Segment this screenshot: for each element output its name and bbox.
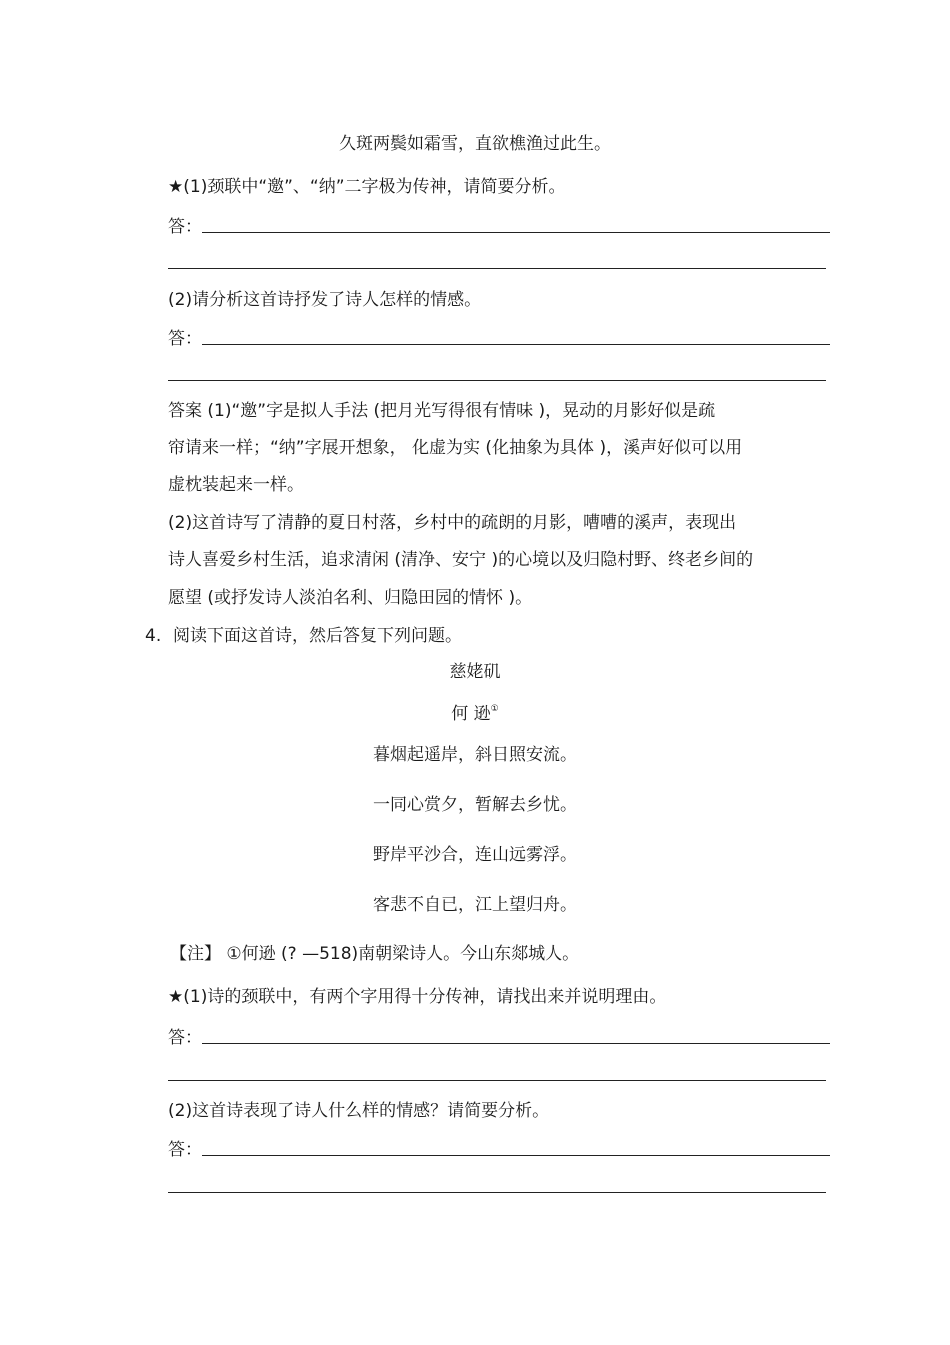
q3-subquestion-2: (2)请分析这首诗抒发了诗人怎样的情感。 bbox=[168, 290, 482, 310]
answer-rule bbox=[202, 1043, 830, 1044]
answer-key-line: 帘请来一样；“纳”字展开想象， 化虚为实 (化抽象为具体 )，溪声好似可以用 bbox=[168, 438, 743, 458]
author-name: 何 逊 bbox=[451, 704, 491, 724]
q4-subquestion-2: (2)这首诗表现了诗人什么样的情感？请简要分析。 bbox=[168, 1101, 550, 1121]
answer-key-line: (2)这首诗写了清静的夏日村落，乡村中的疏朗的月影，嘈嘈的溪声，表现出 bbox=[168, 513, 737, 533]
answer-key-line: 愿望 (或抒发诗人淡泊名利、归隐田园的情怀 )。 bbox=[168, 588, 533, 608]
answer-key-line: 诗人喜爱乡村生活，追求清闲 (清净、安宁 )的心境以及归隐村野、终老乡间的 bbox=[168, 550, 754, 570]
q4-number: 4. bbox=[145, 626, 162, 646]
answer-key-line: 答案 (1)“邀”字是拟人手法 (把月光写得很有情味 )，晃动的月影好似是疏 bbox=[168, 401, 716, 421]
answer-label: 答： bbox=[168, 1140, 202, 1160]
poem-line: 野岸平沙合，连山远雾浮。 bbox=[373, 845, 577, 865]
q4-answer-2-blank[interactable] bbox=[168, 1192, 826, 1193]
q4-prompt: 阅读下面这首诗，然后答复下列问题。 bbox=[173, 626, 462, 646]
footnote-mark: ① bbox=[490, 704, 499, 714]
answer-label: 答： bbox=[168, 1028, 202, 1048]
answer-rule bbox=[202, 344, 830, 345]
q3-answer-2-line[interactable] bbox=[168, 324, 830, 349]
answer-rule bbox=[202, 1155, 830, 1156]
q4-answer-2-line[interactable] bbox=[168, 1135, 830, 1160]
poem-note: 【注】 ①何逊 (? —518)南朝梁诗人。今山东郯城人。 bbox=[170, 944, 580, 964]
answer-label: 答： bbox=[168, 329, 202, 349]
poem-last-line: 久斑两鬓如霜雪，直欲樵渔过此生。 bbox=[339, 134, 611, 154]
q3-answer-1-blank[interactable] bbox=[168, 268, 826, 269]
answer-key-line: 虚枕装起来一样。 bbox=[168, 475, 304, 495]
q3-answer-2-blank[interactable] bbox=[168, 380, 826, 381]
poem-title: 慈姥矶 bbox=[449, 662, 501, 682]
q3-subquestion-1: ★(1)颈联中“邀”、“纳”二字极为传神，请简要分析。 bbox=[168, 177, 566, 197]
poem-line: 暮烟起遥岸，斜日照安流。 bbox=[373, 745, 577, 765]
q4-answer-1-line[interactable] bbox=[168, 1023, 830, 1048]
poem-line: 客悲不自已，江上望归舟。 bbox=[373, 895, 577, 915]
q4-subquestion-1: ★(1)诗的颈联中，有两个字用得十分传神，请找出来并说明理由。 bbox=[168, 987, 667, 1007]
q3-answer-1-line[interactable] bbox=[168, 212, 830, 237]
answer-rule bbox=[202, 232, 830, 233]
poem-author bbox=[0, 698, 950, 725]
q4-answer-1-blank[interactable] bbox=[168, 1080, 826, 1081]
poem-line: 一同心赏夕，暂解去乡忧。 bbox=[373, 795, 577, 815]
answer-label: 答： bbox=[168, 217, 202, 237]
